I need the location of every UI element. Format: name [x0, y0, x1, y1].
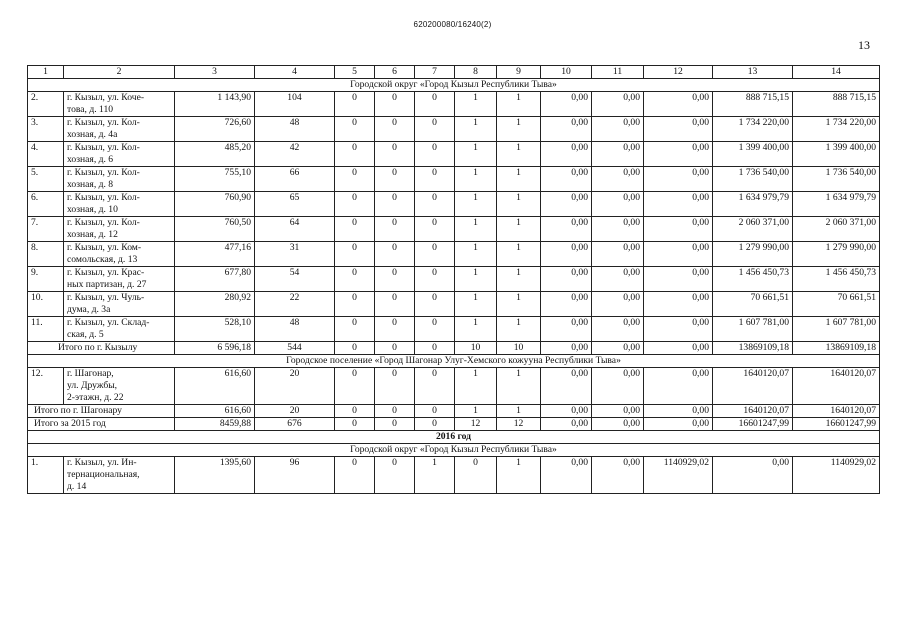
section-title: Городской округ «Город Кызыл Республики Тыва» [28, 79, 880, 92]
amount-cell: 0,00 [541, 405, 592, 418]
people-cell: 31 [255, 242, 335, 267]
count-cell: 10 [497, 342, 541, 355]
column-number: 6 [375, 66, 415, 79]
section-title: Городское поселение «Город Шагонар Улуг-Хемского кожууна Республики Тыва» [28, 355, 880, 368]
amount-cell: 1640120,07 [713, 368, 793, 405]
amount-cell: 888 715,15 [713, 92, 793, 117]
page-number: 13 [858, 38, 870, 52]
amount-cell: 0,00 [644, 368, 713, 405]
area-cell: 616,60 [175, 405, 255, 418]
count-cell: 0 [415, 342, 455, 355]
row-number: 2. [28, 92, 64, 117]
count-cell: 0 [415, 192, 455, 217]
row-number: 1. [28, 457, 64, 494]
amount-cell: 0,00 [644, 92, 713, 117]
area-cell: 485,20 [175, 142, 255, 167]
row-number: 4. [28, 142, 64, 167]
amount-cell: 1 456 450,73 [793, 267, 880, 292]
address-cell: г. Кызыл, ул. Ком- сомольская, д. 13 [64, 242, 175, 267]
count-cell: 0 [375, 92, 415, 117]
people-cell: 54 [255, 267, 335, 292]
table-row [28, 292, 880, 317]
address-cell: г. Кызыл, ул. Коче- това, д. 110 [64, 92, 175, 117]
section-header [28, 79, 880, 92]
count-cell: 0 [415, 142, 455, 167]
table-row [28, 142, 880, 167]
count-cell: 1 [497, 267, 541, 292]
count-cell: 0 [335, 192, 375, 217]
address-cell: г. Кызыл, ул. Кол- хозная, д. 6 [64, 142, 175, 167]
row-number: 6. [28, 192, 64, 217]
amount-cell: 0,00 [541, 317, 592, 342]
people-cell: 676 [255, 418, 335, 431]
count-cell: 0 [335, 368, 375, 405]
amount-cell: 0,00 [592, 167, 644, 192]
people-cell: 48 [255, 317, 335, 342]
area-cell: 528,10 [175, 317, 255, 342]
count-cell: 0 [415, 117, 455, 142]
count-cell: 0 [375, 418, 415, 431]
amount-cell: 1 734 220,00 [793, 117, 880, 142]
count-cell: 0 [335, 242, 375, 267]
column-number: 11 [592, 66, 644, 79]
amount-cell: 0,00 [644, 242, 713, 267]
count-cell: 0 [335, 405, 375, 418]
table-row [28, 457, 880, 494]
row-number: 7. [28, 217, 64, 242]
area-cell: 280,92 [175, 292, 255, 317]
count-cell: 1 [497, 192, 541, 217]
total-label: Итого по г. Кызылу [28, 342, 175, 355]
address-cell: г. Кызыл, ул. Склад- ская, д. 5 [64, 317, 175, 342]
count-cell: 1 [455, 217, 497, 242]
count-cell: 1 [497, 368, 541, 405]
count-cell: 1 [455, 242, 497, 267]
amount-cell: 0,00 [644, 142, 713, 167]
table-row [28, 217, 880, 242]
count-cell: 0 [335, 418, 375, 431]
count-cell: 0 [375, 192, 415, 217]
table-row [28, 368, 880, 405]
amount-cell: 1 279 990,00 [713, 242, 793, 267]
section-header [28, 444, 880, 457]
total-row [28, 418, 880, 431]
amount-cell: 1 607 781,00 [713, 317, 793, 342]
count-cell: 0 [375, 267, 415, 292]
amount-cell: 0,00 [541, 142, 592, 167]
amount-cell: 13869109,18 [793, 342, 880, 355]
amount-cell: 1 399 400,00 [713, 142, 793, 167]
column-number: 3 [175, 66, 255, 79]
amount-cell: 0,00 [644, 117, 713, 142]
amount-cell: 0,00 [541, 457, 592, 494]
count-cell: 0 [375, 317, 415, 342]
amount-cell: 1 736 540,00 [713, 167, 793, 192]
amount-cell: 13869109,18 [713, 342, 793, 355]
amount-cell: 0,00 [541, 192, 592, 217]
column-number: 9 [497, 66, 541, 79]
total-row [28, 342, 880, 355]
amount-cell: 0,00 [644, 418, 713, 431]
count-cell: 1 [497, 317, 541, 342]
count-cell: 0 [415, 92, 455, 117]
people-cell: 48 [255, 117, 335, 142]
count-cell: 1 [455, 92, 497, 117]
amount-cell: 1140929,02 [793, 457, 880, 494]
people-cell: 544 [255, 342, 335, 355]
count-cell: 12 [455, 418, 497, 431]
amount-cell: 0,00 [541, 267, 592, 292]
section-header [28, 431, 880, 444]
address-cell: г. Кызыл, ул. Крас- ных партизан, д. 27 [64, 267, 175, 292]
amount-cell: 0,00 [592, 405, 644, 418]
amount-cell: 0,00 [541, 217, 592, 242]
address-cell: г. Кызыл, ул. Ин- тернациональная, д. 14 [64, 457, 175, 494]
area-cell: 726,60 [175, 117, 255, 142]
count-cell: 0 [335, 117, 375, 142]
amount-cell: 0,00 [644, 342, 713, 355]
count-cell: 0 [375, 342, 415, 355]
count-cell: 0 [375, 292, 415, 317]
count-cell: 0 [335, 457, 375, 494]
amount-cell: 1640120,07 [793, 368, 880, 405]
count-cell: 1 [415, 457, 455, 494]
address-cell: г. Кызыл, ул. Чуль- дума, д. 3а [64, 292, 175, 317]
count-cell: 1 [497, 217, 541, 242]
document-code: 620200080/16240(2) [413, 20, 492, 29]
amount-cell: 0,00 [592, 267, 644, 292]
table-row [28, 117, 880, 142]
count-cell: 1 [497, 92, 541, 117]
people-cell: 64 [255, 217, 335, 242]
count-cell: 0 [375, 457, 415, 494]
amount-cell: 1 736 540,00 [793, 167, 880, 192]
address-cell: г. Шагонар, ул. Дружбы, 2-этажн, д. 22 [64, 368, 175, 405]
amount-cell: 0,00 [644, 217, 713, 242]
count-cell: 1 [455, 117, 497, 142]
column-number: 10 [541, 66, 592, 79]
area-cell: 6 596,18 [175, 342, 255, 355]
count-cell: 1 [455, 405, 497, 418]
amount-cell: 0,00 [644, 405, 713, 418]
row-number: 9. [28, 267, 64, 292]
count-cell: 1 [497, 242, 541, 267]
amount-cell: 1 607 781,00 [793, 317, 880, 342]
total-label: Итого по г. Шагонару [28, 405, 175, 418]
count-cell: 1 [497, 405, 541, 418]
amount-cell: 16601247,99 [713, 418, 793, 431]
area-cell: 477,16 [175, 242, 255, 267]
people-cell: 96 [255, 457, 335, 494]
amount-cell: 0,00 [592, 292, 644, 317]
count-cell: 0 [335, 92, 375, 117]
column-number-row [28, 66, 880, 79]
area-cell: 760,50 [175, 217, 255, 242]
count-cell: 0 [415, 167, 455, 192]
area-cell: 8459,88 [175, 418, 255, 431]
address-cell: г. Кызыл, ул. Кол- хозная, д. 4а [64, 117, 175, 142]
table-row [28, 242, 880, 267]
total-label: Итого за 2015 год [28, 418, 175, 431]
amount-cell: 0,00 [541, 342, 592, 355]
count-cell: 0 [375, 117, 415, 142]
amount-cell: 0,00 [644, 192, 713, 217]
count-cell: 1 [497, 167, 541, 192]
amount-cell: 0,00 [592, 92, 644, 117]
column-number: 5 [335, 66, 375, 79]
column-number: 12 [644, 66, 713, 79]
count-cell: 0 [335, 167, 375, 192]
table-row [28, 317, 880, 342]
count-cell: 0 [335, 267, 375, 292]
column-number: 2 [64, 66, 175, 79]
count-cell: 0 [415, 217, 455, 242]
count-cell: 1 [455, 267, 497, 292]
column-number: 14 [793, 66, 880, 79]
amount-cell: 0,00 [541, 92, 592, 117]
count-cell: 0 [375, 142, 415, 167]
count-cell: 1 [455, 142, 497, 167]
section-title: 2016 год [28, 431, 880, 444]
row-number: 8. [28, 242, 64, 267]
total-row [28, 405, 880, 418]
count-cell: 0 [415, 317, 455, 342]
amount-cell: 0,00 [644, 292, 713, 317]
area-cell: 1395,60 [175, 457, 255, 494]
count-cell: 0 [375, 242, 415, 267]
count-cell: 0 [335, 342, 375, 355]
count-cell: 0 [375, 167, 415, 192]
table-row [28, 167, 880, 192]
area-cell: 616,60 [175, 368, 255, 405]
row-number: 3. [28, 117, 64, 142]
amount-cell: 1140929,02 [644, 457, 713, 494]
amount-cell: 0,00 [644, 167, 713, 192]
count-cell: 1 [455, 368, 497, 405]
amount-cell: 2 060 371,00 [793, 217, 880, 242]
count-cell: 0 [335, 217, 375, 242]
count-cell: 0 [335, 317, 375, 342]
amount-cell: 1 456 450,73 [713, 267, 793, 292]
count-cell: 0 [455, 457, 497, 494]
section-title: Городской округ «Город Кызыл Республики Тыва» [28, 444, 880, 457]
count-cell: 0 [415, 405, 455, 418]
amount-cell: 1 634 979,79 [713, 192, 793, 217]
row-number: 10. [28, 292, 64, 317]
column-number: 1 [28, 66, 64, 79]
count-cell: 1 [497, 142, 541, 167]
amount-cell: 0,00 [592, 192, 644, 217]
amount-cell: 0,00 [541, 242, 592, 267]
address-cell: г. Кызыл, ул. Кол- хозная, д. 12 [64, 217, 175, 242]
count-cell: 1 [497, 457, 541, 494]
amount-cell: 0,00 [592, 317, 644, 342]
address-cell: г. Кызыл, ул. Кол- хозная, д. 10 [64, 192, 175, 217]
count-cell: 1 [455, 167, 497, 192]
amount-cell: 16601247,99 [793, 418, 880, 431]
count-cell: 0 [415, 292, 455, 317]
count-cell: 0 [415, 418, 455, 431]
table-row [28, 267, 880, 292]
amount-cell: 2 060 371,00 [713, 217, 793, 242]
amount-cell: 70 661,51 [713, 292, 793, 317]
amount-cell: 0,00 [592, 457, 644, 494]
people-cell: 66 [255, 167, 335, 192]
amount-cell: 0,00 [592, 368, 644, 405]
count-cell: 0 [335, 292, 375, 317]
area-cell: 760,90 [175, 192, 255, 217]
people-cell: 65 [255, 192, 335, 217]
table-row [28, 192, 880, 217]
amount-cell: 0,00 [592, 117, 644, 142]
count-cell: 0 [375, 368, 415, 405]
amount-cell: 0,00 [592, 342, 644, 355]
amount-cell: 1 734 220,00 [713, 117, 793, 142]
count-cell: 0 [415, 267, 455, 292]
column-number: 8 [455, 66, 497, 79]
count-cell: 0 [375, 405, 415, 418]
people-cell: 42 [255, 142, 335, 167]
area-cell: 755,10 [175, 167, 255, 192]
row-number: 12. [28, 368, 64, 405]
amount-cell: 0,00 [644, 317, 713, 342]
table-row [28, 92, 880, 117]
column-number: 13 [713, 66, 793, 79]
amount-cell: 1 399 400,00 [793, 142, 880, 167]
amount-cell: 1 634 979,79 [793, 192, 880, 217]
count-cell: 0 [335, 142, 375, 167]
count-cell: 1 [497, 292, 541, 317]
count-cell: 0 [415, 368, 455, 405]
count-cell: 1 [497, 117, 541, 142]
amount-cell: 0,00 [541, 418, 592, 431]
amount-cell: 0,00 [713, 457, 793, 494]
amount-cell: 0,00 [541, 167, 592, 192]
row-number: 11. [28, 317, 64, 342]
amount-cell: 70 661,51 [793, 292, 880, 317]
amount-cell: 888 715,15 [793, 92, 880, 117]
column-number: 4 [255, 66, 335, 79]
address-cell: г. Кызыл, ул. Кол- хозная, д. 8 [64, 167, 175, 192]
amount-cell: 0,00 [592, 242, 644, 267]
amount-cell: 1 279 990,00 [793, 242, 880, 267]
people-cell: 22 [255, 292, 335, 317]
count-cell: 10 [455, 342, 497, 355]
count-cell: 1 [455, 292, 497, 317]
count-cell: 1 [455, 192, 497, 217]
data-table [27, 65, 880, 494]
amount-cell: 0,00 [541, 368, 592, 405]
amount-cell: 1640120,07 [793, 405, 880, 418]
count-cell: 12 [497, 418, 541, 431]
section-header [28, 355, 880, 368]
people-cell: 20 [255, 405, 335, 418]
amount-cell: 0,00 [592, 217, 644, 242]
amount-cell: 0,00 [644, 267, 713, 292]
people-cell: 104 [255, 92, 335, 117]
count-cell: 0 [375, 217, 415, 242]
amount-cell: 0,00 [541, 117, 592, 142]
area-cell: 1 143,90 [175, 92, 255, 117]
people-cell: 20 [255, 368, 335, 405]
amount-cell: 1640120,07 [713, 405, 793, 418]
amount-cell: 0,00 [592, 418, 644, 431]
amount-cell: 0,00 [541, 292, 592, 317]
column-number: 7 [415, 66, 455, 79]
count-cell: 1 [455, 317, 497, 342]
row-number: 5. [28, 167, 64, 192]
area-cell: 677,80 [175, 267, 255, 292]
count-cell: 0 [415, 242, 455, 267]
amount-cell: 0,00 [592, 142, 644, 167]
